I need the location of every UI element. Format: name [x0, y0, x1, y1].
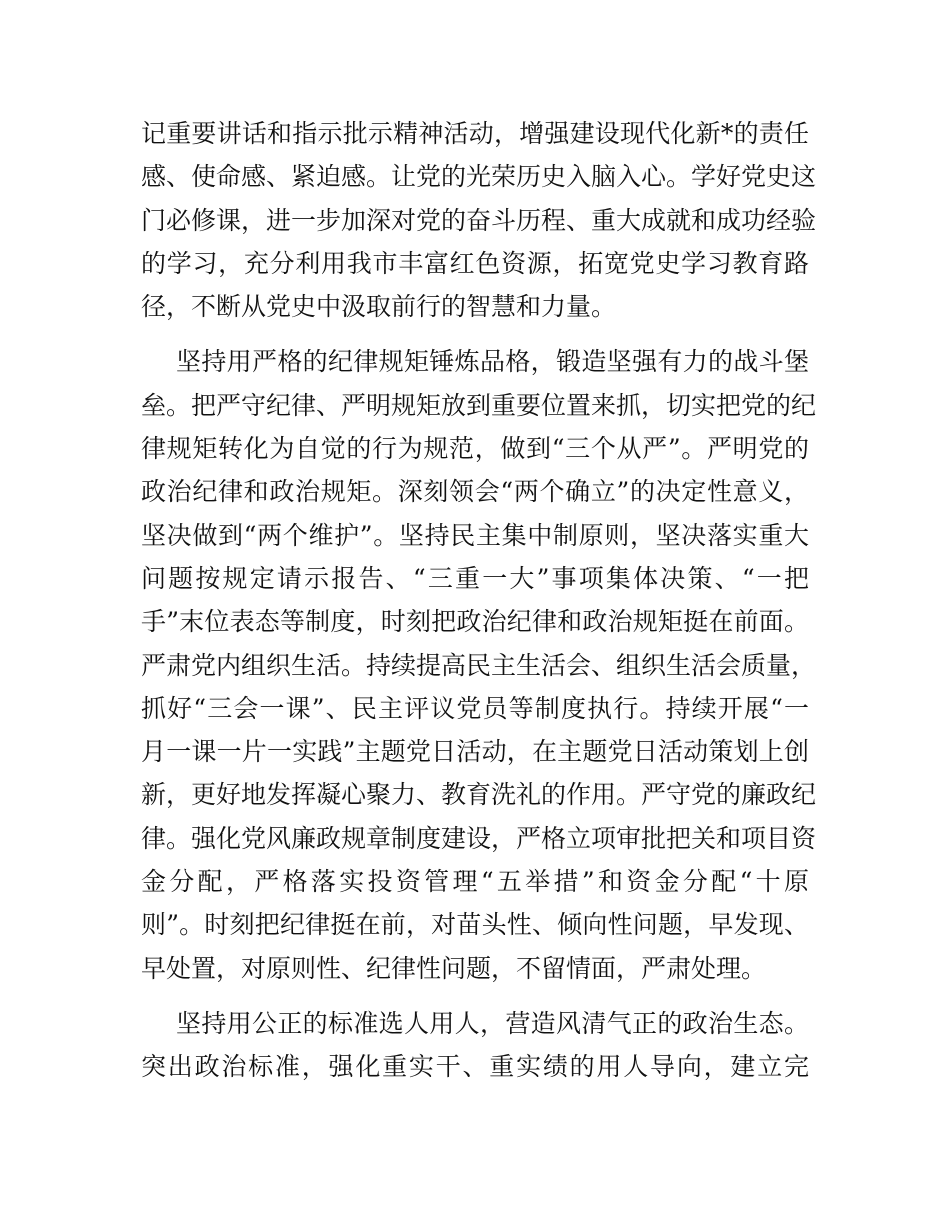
text-line: 则”。时刻把纪律挺在前，对苗头性、倾向性问题，早发现、: [141, 910, 809, 940]
text-line: 坚决做到“两个维护”。坚持民主集中制原则，坚决落实重大: [141, 520, 809, 550]
text-line: 抓好“三会一课”、民主评议党员等制度执行。持续开展“一: [141, 693, 809, 723]
text-line: 突出政治标准，强化重实干、重实绩的用人导向，建立完: [141, 1052, 809, 1082]
text-line: 金分配，严格落实投资管理“五举措”和资金分配“十原: [141, 867, 809, 897]
text-line: 早处置，对原则性、纪律性问题，不留情面，严肃处理。: [141, 953, 767, 983]
text-line: 感、使命感、紧迫感。让党的光荣历史入脑入心。学好党史这: [141, 162, 817, 192]
text-line: 垒。把严守纪律、严明规矩放到重要位置来抓，切实把党的纪: [141, 390, 817, 420]
document-body: [141, 112, 817, 1089]
text-line: 严肃党内组织生活。持续提高民主生活会、组织生活会质量，: [141, 650, 817, 680]
text-line: 新，更好地发挥凝心聚力、教育洗礼的作用。严守党的廉政纪: [141, 780, 817, 810]
paragraph-3: [141, 1002, 809, 1089]
text-line: 记重要讲话和指示批示精神活动，增强建设现代化新*的责任: [141, 119, 809, 148]
paragraph-spacer: [141, 990, 809, 1002]
text-line: 律。强化党风廉政规章制度建设，严格立项审批把关和项目资: [141, 823, 817, 853]
text-line: 径，不断从党史中汲取前行的智慧和力量。: [141, 292, 617, 322]
text-line: 律规矩转化为自觉的行为规范，做到“三个从严”。严明党的: [141, 434, 809, 464]
paragraph-2: [141, 340, 817, 989]
text-line: 坚持用公正的标准选人用人，营造风清气正的政治生态。: [176, 1008, 809, 1038]
text-line: 的学习，充分利用我市丰富红色资源，拓宽党史学习教育路: [141, 248, 809, 278]
text-line: 政治纪律和政治规矩。深刻领会“两个确立”的决定性意义，: [141, 477, 809, 507]
paragraph-spacer: [141, 328, 809, 340]
text-line: 坚持用严格的纪律规矩锤炼品格，锻造坚强有力的战斗堡: [176, 347, 809, 377]
text-line: 手”末位表态等制度，时刻把政治纪律和政治规矩挺在前面。: [141, 607, 809, 637]
text-line: 月一课一片一实践”主题党日活动，在主题党日活动策划上创: [141, 737, 809, 767]
paragraph-1: [141, 112, 817, 328]
text-line: 门必修课，进一步加深对党的奋斗历程、重大成就和成功经验: [141, 205, 817, 235]
text-line: 问题按规定请示报告、“三重一大”事项集体决策、“一把: [141, 563, 809, 593]
